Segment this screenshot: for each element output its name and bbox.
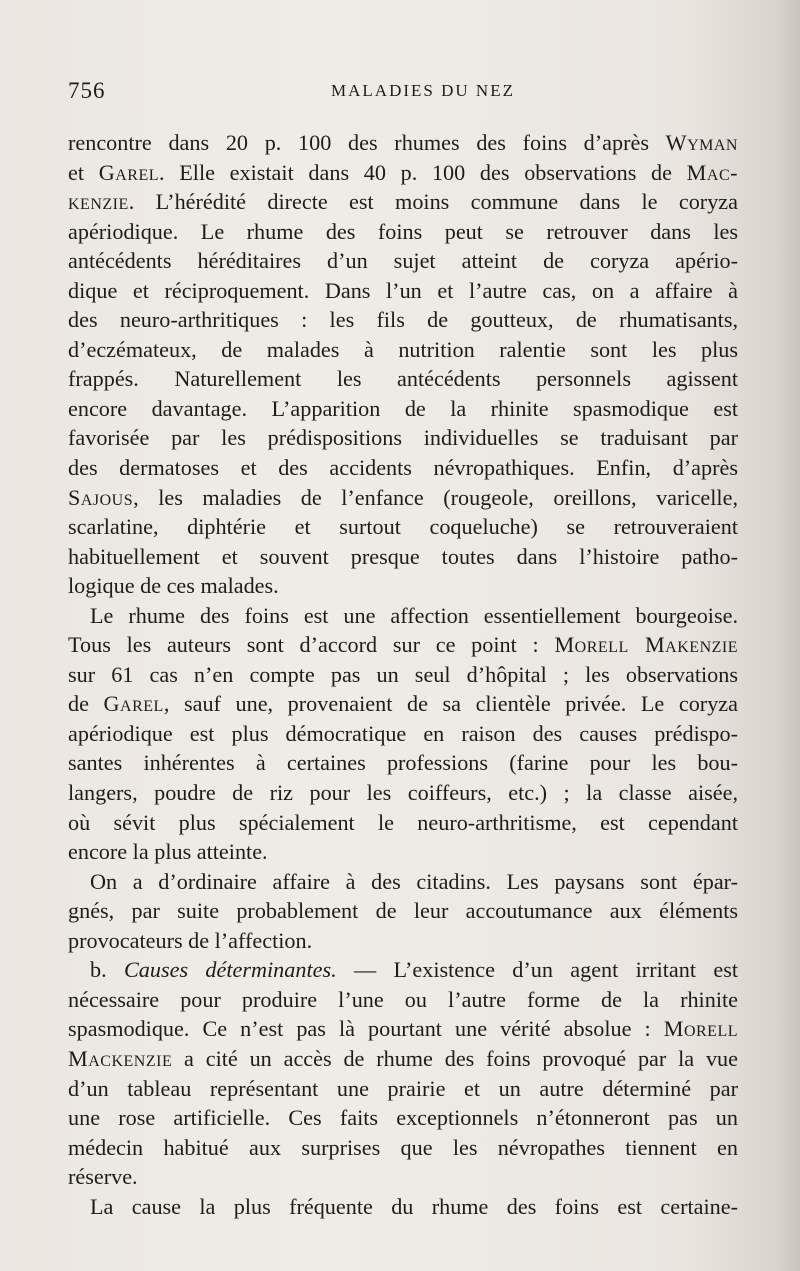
text-line [68, 630, 738, 660]
text-line [68, 305, 738, 335]
text-segment: . L’hérédité directe est moins commune dans le coryza [128, 189, 738, 215]
text-segment: sur 61 cas n’en compte pas un seul d’hôpital ; les observations [68, 661, 738, 687]
text-segment: Le rhume des foins est une affection essentiellement bourgeoise. [90, 602, 738, 628]
text-line [68, 128, 738, 158]
text-line [68, 364, 738, 394]
text-line [68, 837, 738, 867]
text-segment: antécédents héréditaires d’un sujet atteint de coryza apério- [68, 248, 738, 274]
text-segment: On a d’ordinaire affaire à des citadins. Les paysans sont épar- [90, 868, 738, 894]
text-line [68, 246, 738, 276]
author-name: Wyman [665, 130, 738, 155]
text-line [68, 1044, 738, 1074]
text-segment: et [68, 159, 99, 185]
text-line [68, 423, 738, 453]
text-line [68, 748, 738, 778]
text-segment: , les maladies de l’enfance (rougeole, oreillons, varicelle, [133, 484, 738, 510]
text-line [68, 601, 738, 631]
text-segment: , sauf une, provenaient de sa clientèle privée. Le coryza [163, 691, 738, 717]
text-line [68, 217, 738, 247]
text-line [68, 1014, 738, 1044]
author-name: Mac- [686, 159, 738, 185]
author-name: Morell [663, 1016, 738, 1042]
text-line [68, 896, 738, 926]
text-line [68, 1192, 738, 1222]
text-segment: a cité un accès de rhume des foins provoqué par la vue [172, 1045, 738, 1071]
text-segment: de [68, 691, 104, 717]
text-segment: rencontre dans 20 p. 100 des rhumes des foins d’après [68, 130, 666, 155]
text-segment: habituellement et souvent presque toutes dans l’histoire patho- [68, 543, 738, 569]
text-line [68, 1103, 738, 1133]
section-heading: Causes déterminantes. [123, 957, 337, 983]
text-line [68, 453, 738, 483]
text-line [68, 335, 738, 365]
text-segment: apériodique. Le rhume des foins peut se retrouver dans les [68, 218, 738, 244]
text-segment: logique de ces malades. [68, 573, 279, 599]
text-line [68, 276, 738, 306]
text-line [68, 483, 738, 513]
text-line [68, 955, 738, 985]
text-segment: encore la plus atteinte. [68, 839, 268, 865]
text-line [68, 808, 738, 838]
author-name: Garel [103, 691, 164, 717]
text-segment: spasmodique. Ce n’est pas là pourtant une vérité absolue : [68, 1016, 664, 1042]
text-line [68, 985, 738, 1015]
text-segment: frappés. Naturellement les antécédents personnels agissent [68, 366, 738, 392]
text-segment: d’un tableau représentant une prairie et un autre déterminé par [68, 1075, 738, 1101]
running-title: MALADIES DU NEZ [331, 81, 515, 100]
text-segment: gnés, par suite probablement de leur accoutumance aux éléments [68, 898, 738, 924]
text-segment: langers, poudre de riz pour les coiffeurs, etc.) ; la classe aisée, [68, 780, 738, 806]
text-segment: scarlatine, diphtérie et surtout coqueluche) se retrouveraient [68, 514, 738, 540]
text-segment: favorisée par les prédispositions individuelles se traduisant par [68, 425, 738, 451]
text-line [68, 571, 738, 601]
text-segment: provocateurs de l’affection. [68, 927, 313, 953]
body-text [68, 128, 738, 1221]
page-header [68, 78, 738, 108]
text-line [68, 778, 738, 808]
text-segment: nécessaire pour produire l’une ou l’autre forme de la rhinite [68, 986, 738, 1012]
author-name: Morell Makenzie [554, 632, 738, 658]
text-segment: où sévit plus spécialement le neuro-arthritisme, est cependant [68, 809, 738, 835]
text-segment: Tous les auteurs sont d’accord sur ce point : [68, 632, 555, 658]
text-segment: des neuro-arthritiques : les fils de goutteux, de rhumatisants, [68, 307, 738, 333]
author-name: Mackenzie [68, 1045, 173, 1071]
text-segment: encore davantage. L’apparition de la rhinite spasmodique est [68, 395, 738, 421]
text-line [68, 1074, 738, 1104]
text-segment: d’eczémateux, de malades à nutrition ralentie sont les plus [68, 336, 738, 362]
text-line [68, 867, 738, 897]
text-line [68, 187, 738, 217]
text-line [68, 926, 738, 956]
text-segment: des dermatoses et des accidents névropathiques. Enfin, d’après [68, 455, 738, 481]
text-line [68, 512, 738, 542]
text-line [68, 689, 738, 719]
text-line [68, 1133, 738, 1163]
text-segment: apériodique est plus démocratique en raison des causes prédispo- [68, 720, 738, 746]
page-number: 756 [68, 78, 106, 103]
text-segment: — L’existence d’un agent irritant est [336, 957, 738, 983]
text-segment: b. [90, 957, 124, 983]
text-segment: santes inhérentes à certaines professions (farine pour les bou- [68, 750, 738, 776]
author-name: kenzie [68, 189, 129, 215]
text-segment: . Elle existait dans 40 p. 100 des observations de [159, 159, 687, 185]
text-segment: médecin habitué aux surprises que les névropathes tiennent en [68, 1134, 738, 1160]
text-segment: La cause la plus fréquente du rhume des foins est certaine- [90, 1193, 738, 1219]
text-line [68, 1162, 738, 1192]
text-line [68, 542, 738, 572]
author-name: Garel [98, 159, 159, 185]
text-segment: dique et réciproquement. Dans l’un et l’autre cas, on a affaire à [68, 277, 738, 303]
text-segment: réserve. [68, 1164, 138, 1190]
text-line [68, 394, 738, 424]
text-line [68, 158, 738, 188]
text-segment: une rose artificielle. Ces faits exceptionnels n’étonneront pas un [68, 1105, 738, 1131]
text-line [68, 660, 738, 690]
author-name: Sajous [68, 484, 134, 510]
text-line [68, 719, 738, 749]
